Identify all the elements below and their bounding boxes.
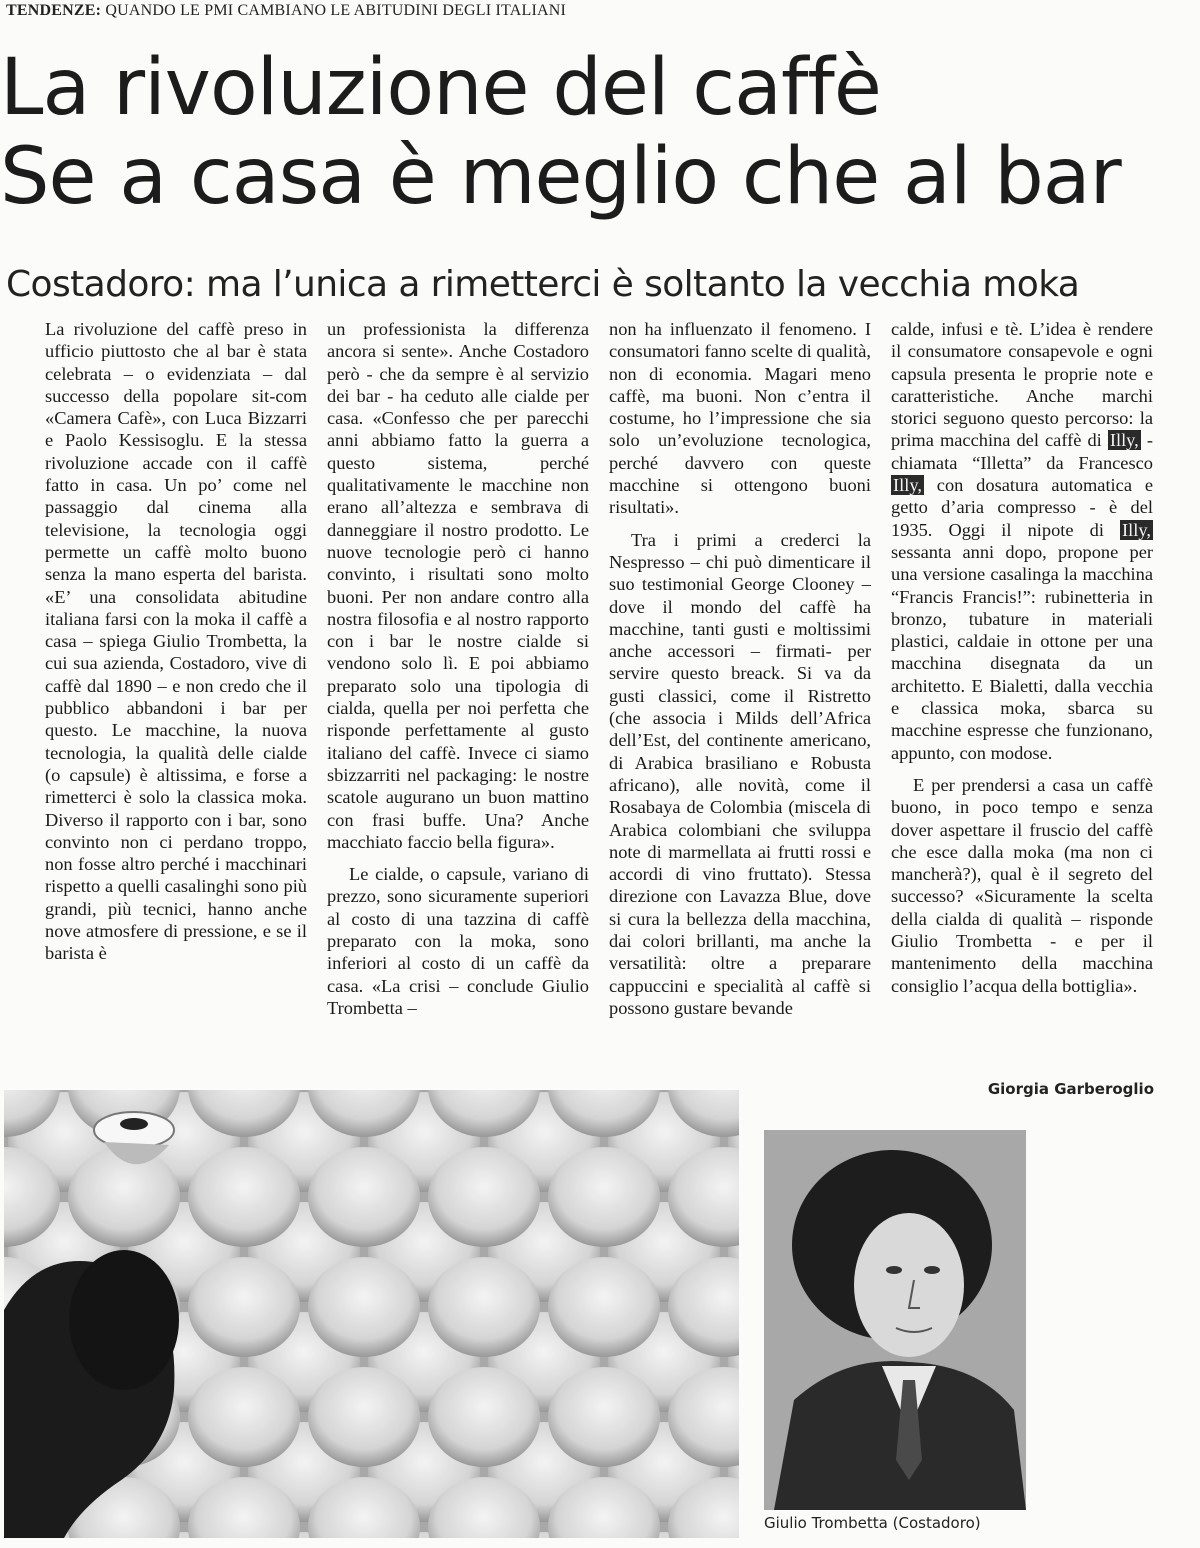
photo-caption: Giulio Trombetta (Costadoro)	[764, 1514, 981, 1532]
paragraph: un professionista la differenza ancora si sente». Anche Costadoro però - che da sempre è al servizio dei bar - ha ceduto alle cialde per casa. «Confesso che per parecchi anni abbiamo fatto la guerra a questo sistema, perché qualitativamente le macchine non erano all’altezza e sembrava di danneggiare il nostro prodotto. Le nuove tecnologie però ci hanno convinto, i risultati sono molto buoni. Per non andare contro alla nostra filosofia e al nostro rapporto con i bar le nostre cialde si vendono solo lì. E poi abbiamo preparato solo una tipologia di cialda, quella per noi perfetta che risponde perfettamente al gusto italiano del caffè. Invece ci siamo sbizzarriti nel packaging: le nostre scatole augurano un buon mattino con frasi buffe. Una? Anche macchiato faccio bella figura».	[327, 319, 589, 852]
kicker-label: TENDENZE:	[6, 2, 102, 19]
portrait-photo	[764, 1130, 1026, 1510]
subheadline: Costadoro: ma l’unica a rimetterci è soltanto la vecchia moka	[6, 264, 1080, 305]
text-run: calde, infusi e tè. L’idea è rendere il consumatore consapevole e ogni capsula presenta le proprie note e caratteristiche. Anche marchi storici seguono questo percorso: la prima macchina del caffè di	[891, 319, 1153, 451]
headline-line-1: La rivoluzione del caffè	[0, 43, 881, 133]
headline-line-2: Se a casa è meglio che al bar	[0, 132, 1121, 222]
paragraph: Le cialde, o capsule, variano di prezzo, sono sicuramente superiori al costo di una tazzina di caffè preparato con la moka, sono inferiori al costo di un caffè da casa. «La crisi – conclude Giulio Trombetta –	[327, 864, 589, 1018]
brand-highlight: Illy,	[1109, 430, 1139, 451]
author-byline: Giorgia Garberoglio	[987, 1080, 1154, 1098]
kicker-text: QUANDO LE PMI CAMBIANO LE ABITUDINI DEGLI ITALIANI	[105, 2, 567, 19]
text-run: con dosatura automatica e getto d’aria compresso - è del 1935. Oggi il nipote di	[891, 475, 1153, 540]
article-body	[45, 318, 1155, 1078]
kicker	[6, 2, 566, 20]
coffee-capsules-illustration	[4, 1090, 739, 1538]
paragraph: La rivoluzione del caffè preso in ufficio piuttosto che al bar è stata celebrata – o evidenziata – dal successo della popolare sit-com «Camera Cafè», con Luca Bizzarri e Paolo Kessisoglu. E la stessa rivoluzione accade con il caffè fatto in casa. Un po’ come nel passaggio dal cinema alla televisione, la tecnologia oggi permette un caffè molto buono senza la mano esperta del barista. «E’ una consolidata abitudine italiana farsi con la moka il caffè a casa – spiega Giulio Trombetta, la cui sua azienda, Costadoro, vive di caffè dal 1890 – e non credo che il pubblico abbandoni i bar per questo. Le macchine, la nuova tecnologia, la qualità delle cialde (o capsule) è altissima, e forse a rimetterci è solo la classica moka. Diverso il rapporto con i bar, sono convinto non ci perdano troppo, non fosse altro perché i macchinari rispetto a quelli casalinghi sono più grandi, più tecnici, hanno anche nove atmosfere di pressione, e se il barista è	[45, 319, 307, 964]
article-column-4	[891, 318, 1153, 1078]
article-column-3	[609, 318, 871, 1078]
paragraph	[891, 318, 1153, 764]
paragraph: non ha influenzato il fenomeno. I consumatori fanno scelte di qualità, non di economia. Magari meno caffè, ma buoni. Non c’entra il costume, ho l’impressione che sia solo un’evoluzione tecnologica, perché davvero con queste macchine si ottengono buoni risultati».	[609, 319, 871, 518]
brand-highlight: Illy,	[893, 475, 922, 496]
text-run: sessanta anni dopo, propone per una versione casalinga la macchina “Francis Francis!”: rubinetteria in bronzo, tubature in materiali plastici, caldaie in ottone per una macchina disegnata da un architetto. E Bialetti, dalla vecchia e classica moka, sbarca su macchine espresse che funzionano, appunto, con modose.	[891, 541, 1153, 763]
paragraph: E per prendersi a casa un caffè buono, in poco tempo e senza dover aspettare il fruscio del caffè che esce dalla moka (ma non ci mancherà?), qual è il segreto del successo? «Sicuramente la scelta della cialda di qualità – risponde Giulio Trombetta - e per il mantenimento della macchina consiglio l’acqua della bottiglia».	[891, 774, 1153, 996]
article-column-1	[45, 318, 307, 1078]
paragraph: Tra i primi a crederci la Nespresso – chi può dimenticare il suo testimonial George Clooney – dove il mondo del caffè ha macchine, tanti gusti e moltissimi anche accessori – firmati- per servire questo breack. Si va da gusti classici, come il Ristretto (che associa i Milds dell’Africa dell’Est, del continente americano, di Arabica brasiliano e Robusta africano), alle novità, come il Rosabaya de Colombia (miscela di Arabica colombiani che sviluppa note di marmellata ai frutti rossi e accordi di vino fruttato). Stessa direzione con Lavazza Blue, dove si cura la bellezza della macchina, dai colori brillanti, ma anche la versatilità: oltre a preparare cappuccini e specialità al caffè si possono gustare bevande	[609, 529, 871, 1018]
article-column-2	[327, 318, 589, 1078]
text-run: -chiamata “Illetta” da Francesco	[891, 430, 1153, 473]
headline	[0, 44, 1200, 222]
coffee-capsules-photo	[4, 1090, 739, 1538]
portrait-illustration	[764, 1130, 1026, 1510]
brand-highlight: Illy,	[1122, 519, 1151, 540]
